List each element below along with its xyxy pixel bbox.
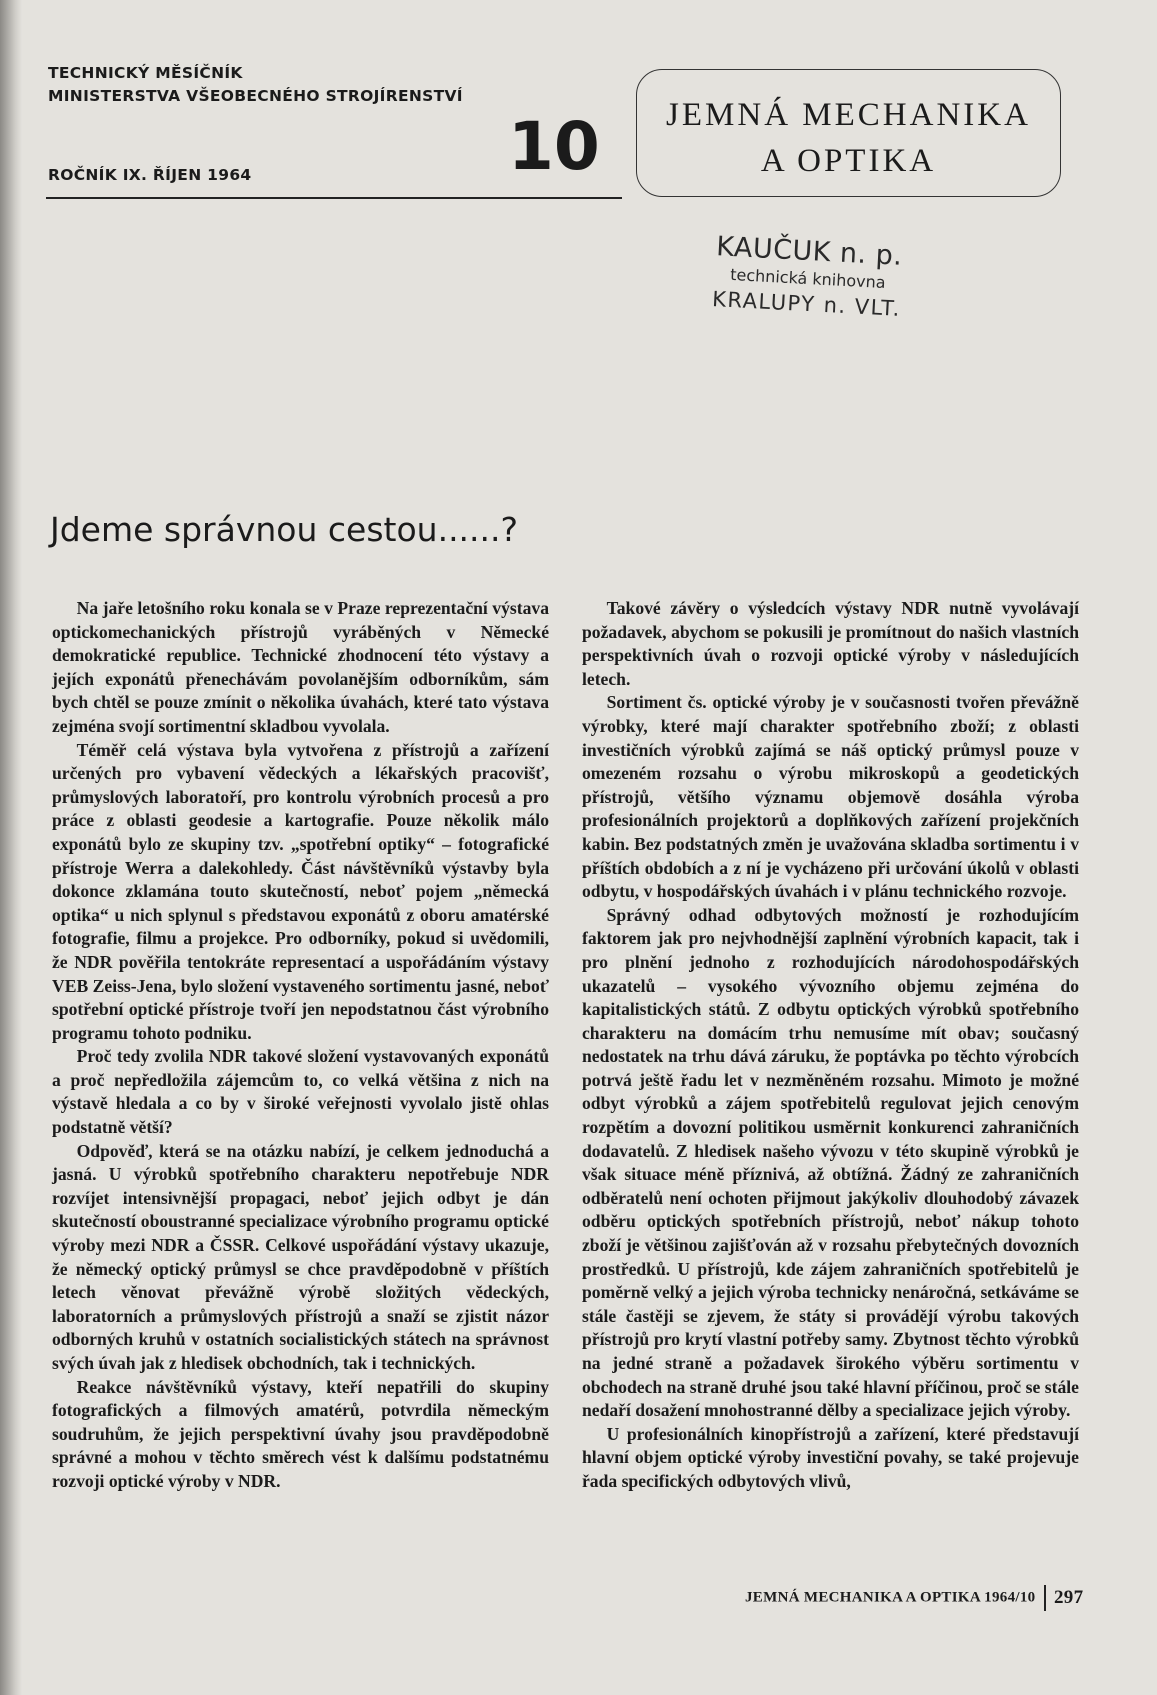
publisher-line-1: TECHNICKÝ MĚSÍČNÍK — [48, 64, 243, 82]
issue-number: 10 — [508, 108, 600, 185]
publisher-line-2: MINISTERSTVA VŠEOBECNÉHO STROJÍRENSTVÍ — [48, 87, 463, 105]
stamp-line-3: KRALUPY n. VLT. — [711, 287, 902, 321]
publisher-block — [48, 62, 463, 108]
paragraph: Proč tedy zvolila NDR takové složení vystavovaných exponátů a proč nepředložila zájemcům to, co velká většina z nich na výstavě hledala a co by v široké veřejnosti vyvolalo jistě ohlas podstatně větší? — [52, 1046, 549, 1138]
paragraph: Odpověď, která se na otázku nabízí, je celkem jednoduchá a jasná. U výrobků spotřebního charakteru nepotřebuje NDR rozvíjet intensivnější propagaci, neboť jejich odbyt je dán skutečností oboustranné specializace výrobního programu optické výroby mezi NDR a ČSSR. Celkové uspořádání výstavy ukazuje, že německý optický průmysl se chce pravděpodobně v příštích letech věnovat převážně výrobě složitých vědeckých, laboratorních a průmyslových přístrojů a snaží se zjistit názor odborných kruhů v ostatních socialistických státech na správnost svých úvah jak z hledisek obchodních, tak i technických. — [52, 1140, 549, 1373]
right-column — [582, 597, 1079, 1494]
paragraph: Sortiment čs. optické výroby je v současnosti tvořen převážně výrobky, které mají charakter spotřebního zboží; z oblasti investičních výrobků zajímá se náš optický průmysl pouze v omezeném rozsahu o výrobu mikroskopů a geodetických přístrojů, většího významu objemově dosáhla výroba profesionálních projektorů a doplňkových zařízení projekčních kabin. Bez podstatných změn je uvažována skladba sortimentu i v příštích obdobích a z ní je vycházeno při určování úkolů v oblasti odbytu, v hospodářských úvahách i v plánu technického rozvoje. — [582, 692, 1079, 902]
header-rule — [46, 197, 622, 199]
stamp-line-2: technická knihovna — [729, 264, 887, 293]
journal-title-line-1: JEMNÁ MECHANIKA — [666, 97, 1031, 133]
page-number: 297 — [1053, 1587, 1084, 1608]
journal-title-box — [636, 69, 1061, 197]
paragraph: Správný odhad odbytových možností je rozhodujícím faktorem jak pro nejvhodnější zaplnění výrobních kapacit, tak i pro plnění jednoho z rozhodujících národohospodářských ukazatelů – vysokého vývozního objemu zejména do kapitalistických států. Z odbytu optických výrobků spotřebního charakteru na domácím trhu nemusíme mít obav; současný nedostatek na trhu dává záruku, že poptávka po těchto výrobcích potrvá ještě řadu let v nezměněném rozsahu. Mimoto je možné odbyt výrobků a zájem spotřebitelů regulovat jejich cenovým rozpětím a dovozní politikou usměrnit konkurenci zahraničních dodavatelů. Z hledisek našeho vývozu v této skupině výrobků je však situace méně příznivá, až obtížná. Žádný ze zahraničních odběratelů není ochoten přijmout jakýkoliv dlouhodobý závazek odběru optických spotřebních přístrojů, neboť nákup tohoto zboží je většinou zajišťován až v rozsahu přebytečných dovozních prostředků. U přístrojů, kde zájem zahraničních spotřebitelů je poměrně velký a jejich výroba technicky nenáročná, setkáváme se stále častěji se zjevem, že státy si provádějí výrobu takových přístrojů pro krytí vlastní potřeby samy. Zbytnost těchto výrobků na jedné straně a požadavek širokého výběru sortimentu v obchodech na straně druhé jsou také hlavní příčinou, proč se stále nedaří dosažení mnohostranné dělby a specializace jejich výroby. — [582, 904, 1079, 1421]
running-title: JEMNÁ MECHANIKA A OPTIKA 1964/10 — [745, 1589, 1036, 1606]
volume-issue: ROČNÍK IX. ŘÍJEN 1964 — [48, 166, 252, 184]
left-column — [52, 597, 549, 1494]
journal-title-line-2: A OPTIKA — [760, 143, 937, 179]
paragraph: Reakce návštěvníků výstavy, kteří nepatřili do skupiny fotografických a filmových amatérů, potvrdila německým soudruhům, že jejich perspektivní úvahy jsou pravděpodobně správné a mohou v těchto směrech vést k dalšímu podstatnému rozvoji optické výroby v NDR. — [52, 1376, 549, 1491]
paragraph: Na jaře letošního roku konala se v Praze reprezentační výstava optickomechanických přístrojů vyráběných v Německé demokratické republice. Technické zhodnocení této výstavy a jejích exponátů přenechávám povolanějším odborníkům, sám bych chtěl se pouze zmínit o několika úvahách, které tato výstava zejména svojí sortimentní skladbou vyvolala. — [52, 598, 549, 736]
page-footer — [745, 1585, 1083, 1611]
paragraph: Takové závěry o výsledcích výstavy NDR nutně vyvolávají požadavek, abychom se pokusili je promítnout do našich vlastních perspektivních úvah o rozvoji optické výroby v následujících letech. — [582, 598, 1079, 689]
stamp-line-1: KAUČUK n. p. — [715, 231, 904, 272]
paragraph: Téměř celá výstava byla vytvořena z přístrojů a zařízení určených pro vybavení vědeckých a lékařských pracovišť, průmyslových laboratoří, pro kontrolu výrobních procesů a pro práce z oblasti geodesie a kartografie. Pouze několik málo exponátů bylo ze skupiny tzv. „spotřební optiky“ – fotografické přístroje Werra a dalekohledy. Část návštěvníků výstavby byla dokonce zklamána touto skutečností, neboť pojem „německá optika“ u nich splynul s představou exponátů z oboru amatérské fotografie, filmu a projekce. Pro odborníky, pokud si uvědomili, že NDR pověřila tentokráte representací a uspořádáním výstavy VEB Zeiss-Jena, bylo složení vystaveného sortimentu jasné, neboť spotřební optické přístroje tvoří jen nepodstatnou část výrobního programu tohoto podniku. — [52, 739, 549, 1043]
paragraph: U profesionálních kinopřístrojů a zařízení, které představují hlavní objem optické výroby investiční povahy, se také projevuje řada specifických odbytových vlivů, — [582, 1423, 1079, 1491]
article-title: Jdeme správnou cestou......? — [50, 510, 519, 549]
binding-gutter — [0, 0, 22, 1695]
library-stamp — [696, 230, 920, 323]
footer-divider — [1044, 1585, 1046, 1611]
